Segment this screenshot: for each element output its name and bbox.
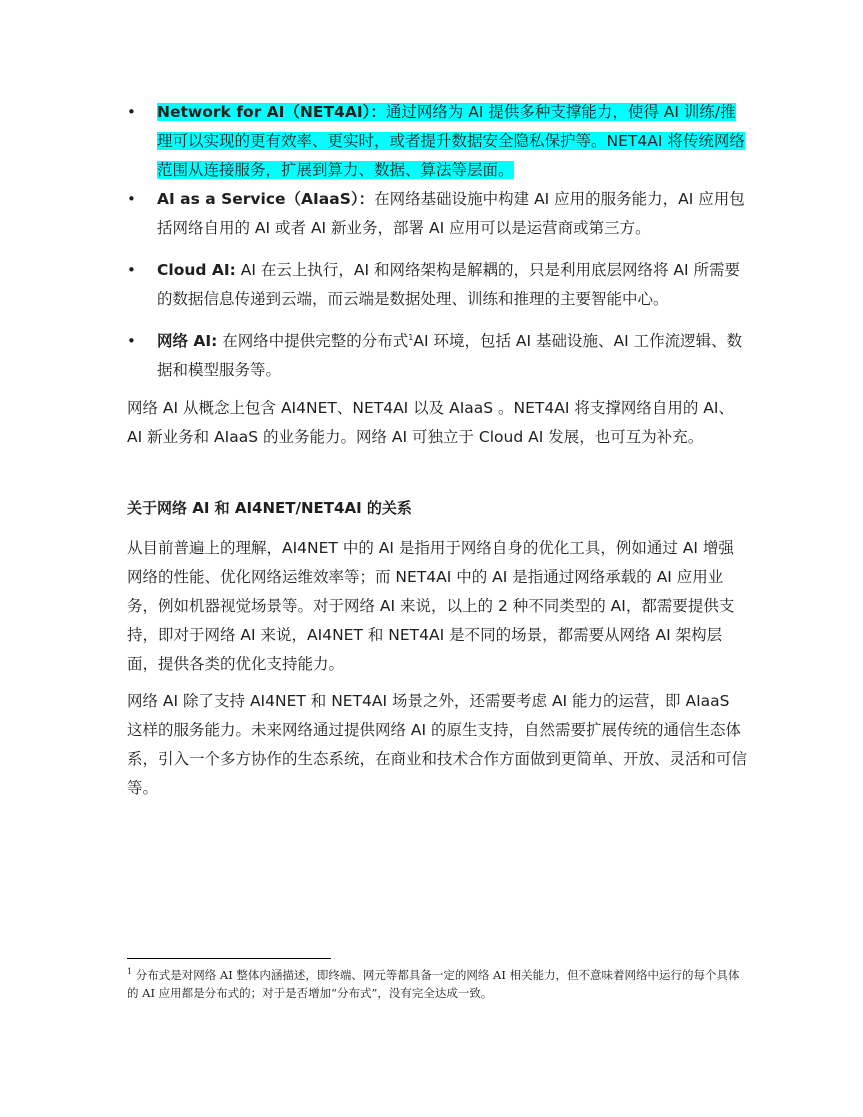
paragraph-ecosystem: 网络 AI 除了支持 AI4NET 和 NET4AI 场景之外，还需要考虑 AI 能力的运营，即 AIaaS 这样的服务能力。未来网络通过提供网络 AI 的原生支持，自然需要扩展传统的通信生态体系，引入一个多方协作的生态系统，在商业和技术合作方面做到更简单、开放、灵活和可信等。: [127, 692, 748, 797]
bullet-term: 网络 AI:: [157, 332, 218, 350]
highlighted-text: [157, 103, 745, 179]
bullet-item-network-ai: [127, 327, 747, 385]
bullet-text: 通过网络为 AI 提供多种支撑能力，使得 AI 训练/推理可以实现的更有效率、更实时，或者提升数据安全隐私保护等。NET4AI 将传统网络范围从连接服务，扩展到算力、数据、算法等层面。: [157, 103, 745, 179]
bullet-text: 在网络基础设施中构建 AI 应用的服务能力，AI 应用包括网络自用的 AI 或者 AI 新业务，部署 AI 应用可以是运营商或第三方。: [157, 190, 745, 237]
bullet-term: Cloud AI:: [157, 261, 236, 279]
bullet-marker: •: [127, 332, 136, 350]
paragraph-network-ai-scope: 网络 AI 从概念上包含 AI4NET、NET4AI 以及 AIaaS 。NET4AI 将支撑网络自用的 AI、AI 新业务和 AIaaS 的业务能力。网络 AI 可独立于 Cloud AI 发展，也可互为补充。: [127, 399, 734, 446]
footnote-mark: 1: [127, 967, 133, 977]
bullet-item-aiaas: [127, 185, 747, 243]
footnote-divider: [127, 958, 331, 959]
bullet-text: AI 环境，包括 AI 基础设施、AI 工作流逻辑、数据和模型服务等。: [157, 332, 743, 379]
bullet-list: [127, 98, 747, 385]
bullet-term: AI as a Service（AIaaS）：: [157, 190, 375, 208]
bullet-text: 在网络中提供完整的分布式: [217, 332, 409, 350]
bullet-item-cloud-ai: [127, 256, 747, 314]
footnote-reference[interactable]: 1: [408, 332, 414, 342]
bullet-marker: •: [127, 103, 136, 121]
bullet-marker: •: [127, 261, 136, 279]
section-heading: 关于网络 AI 和 AI4NET/NET4AI 的关系: [127, 499, 412, 517]
bullet-marker: •: [127, 190, 136, 208]
bullet-text: AI 在云上执行，AI 和网络架构是解耦的，只是利用底层网络将 AI 所需要的数据信息传递到云端，而云端是数据处理、训练和推理的主要智能中心。: [157, 261, 740, 308]
footnote: [127, 966, 742, 1002]
bullet-term: Network for AI（NET4AI）：: [157, 103, 386, 121]
bullet-item-net4ai: [127, 98, 747, 185]
footnote-text: 分布式是对网络 AI 整体内涵描述，即终端、网元等都具备一定的网络 AI 相关能力，但不意味着网络中运行的每个具体的 AI 应用都是分布式的；对于是否增加“分布式”，没有完全达成一致。: [127, 968, 740, 1000]
paragraph-relationship: 从目前普遍上的理解，AI4NET 中的 AI 是指用于网络自身的优化工具，例如通过 AI 增强网络的性能、优化网络运维效率等；而 NET4AI 中的 AI 是指通过网络承载的 AI 应用业务，例如机器视觉场景等。对于网络 AI 来说，以上的 2 种不同类型的 AI，都需要提供支持，即对于网络 AI 来说，AI4NET 和 NET4AI 是不同的场景，都需要从网络 AI 架构层面，提供各类的优化支持能力。: [127, 539, 735, 673]
